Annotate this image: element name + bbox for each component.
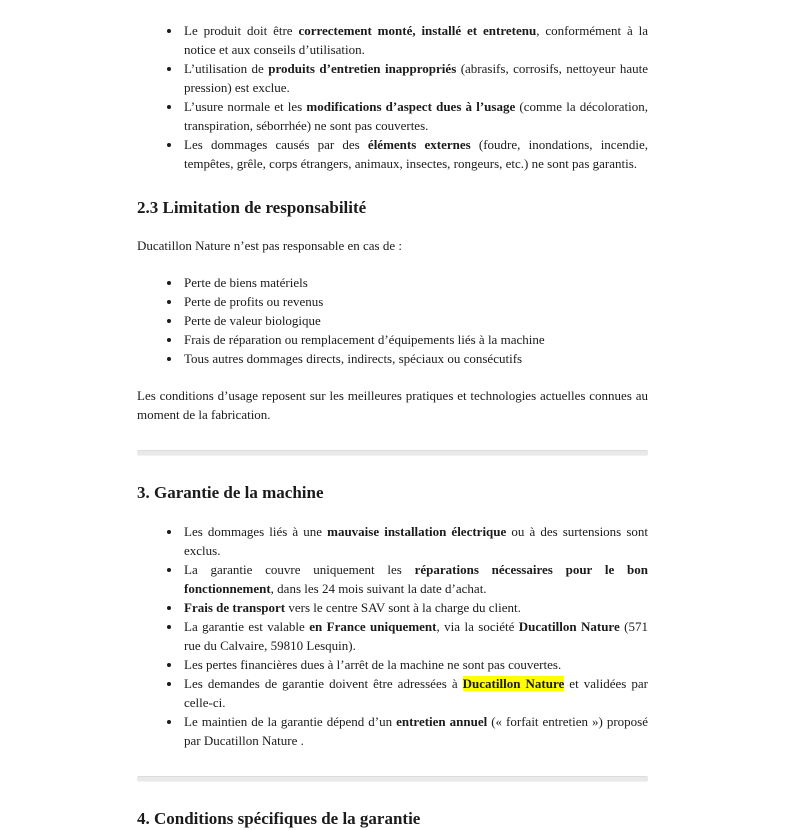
list-item xyxy=(182,598,648,617)
text-run: L’usure normale et les xyxy=(184,99,307,114)
bullet-list xyxy=(137,522,648,750)
text-run: Les demandes de garantie doivent être adressées à xyxy=(184,676,463,691)
bold-text-run: éléments externes xyxy=(367,137,471,152)
bullet-list xyxy=(137,273,648,368)
text-run: 4. Conditions spécifiques de la garantie xyxy=(137,809,421,828)
bold-text-run: mauvaise installation électrique xyxy=(327,524,507,539)
text-run: Ducatillon Nature n’est pas responsable en cas de : xyxy=(137,238,402,253)
text-run: Le produit doit être xyxy=(184,23,299,38)
bold-text-run: Frais de transport xyxy=(184,600,286,615)
list-item xyxy=(182,712,648,750)
text-run: L’utilisation de xyxy=(184,61,269,76)
text-run: Les conditions d’usage reposent sur les meilleures pratiques et technologies actuelles connues au moment de la fabrication. xyxy=(137,388,648,422)
list-item xyxy=(182,522,648,560)
text-run: 3. Garantie de la machine xyxy=(137,483,324,502)
text-run: Perte de biens matériels xyxy=(184,275,308,290)
list-item xyxy=(182,617,648,655)
section-heading xyxy=(137,197,648,219)
paragraph xyxy=(137,386,648,424)
list-item xyxy=(182,349,648,368)
section-divider xyxy=(137,776,648,782)
list-item xyxy=(182,292,648,311)
paragraph xyxy=(137,236,648,255)
bold-text-run: Ducatillon Nature xyxy=(518,619,620,634)
bold-text-run: entretien annuel xyxy=(396,714,488,729)
bold-text-run: correctement monté, installé et entretenu xyxy=(298,23,537,38)
text-run: Perte de profits ou revenus xyxy=(184,294,324,309)
text-run: La garantie est valable xyxy=(184,619,310,634)
section-heading xyxy=(137,808,648,830)
text-run: Les dommages causés par des xyxy=(184,137,368,152)
text-run: vers le centre SAV sont à la charge du client. xyxy=(285,600,521,615)
text-run: Le maintien de la garantie dépend d’un xyxy=(184,714,397,729)
text-run: Tous autres dommages directs, indirects, spéciaux ou consécutifs xyxy=(184,351,523,366)
text-run: (comme la décoloration, transpiration, séborrhée) ne sont pas couvertes. xyxy=(184,99,648,133)
text-run: , dans les 24 mois suivant la date d’achat. xyxy=(270,581,487,596)
text-run: Frais de réparation ou remplacement d’équipements liés à la machine xyxy=(184,332,545,347)
list-item xyxy=(182,311,648,330)
list-item xyxy=(182,655,648,674)
text-run: , via la société xyxy=(436,619,519,634)
list-item xyxy=(182,135,648,173)
list-item xyxy=(182,330,648,349)
text-run: (abrasifs, corrosifs, nettoyeur haute pression) est exclue. xyxy=(184,61,648,95)
bold-text-run: en France uniquement xyxy=(309,619,437,634)
text-run: , conformément à la notice et aux conseils d’utilisation. xyxy=(184,23,649,57)
section-divider xyxy=(137,450,648,456)
bold-text-run: réparations nécessaires pour le bon fonctionnement xyxy=(184,562,648,596)
list-item xyxy=(182,59,648,97)
section-heading xyxy=(137,482,648,504)
bold-text-run: modifications d’aspect dues à l’usage xyxy=(306,99,516,114)
text-run: (« forfait entretien ») proposé par Ducatillon Nature . xyxy=(184,714,648,748)
list-item xyxy=(182,560,648,598)
text-run: Perte de valeur biologique xyxy=(184,313,321,328)
text-run: ou à des surtensions sont exclus. xyxy=(184,524,648,558)
text-run: 2.3 Limitation de responsabilité xyxy=(137,198,367,217)
list-item xyxy=(182,674,648,712)
text-run: (foudre, inondations, incendie, tempêtes, grêle, corps étrangers, animaux, insectes, rongeurs, etc.) ne sont pas garantis. xyxy=(184,137,648,171)
bold-text-run: produits d’entretien inappropriés xyxy=(268,61,457,76)
bullet-list xyxy=(137,21,648,173)
list-item xyxy=(182,21,648,59)
text-run: Les pertes financières dues à l’arrêt de la machine ne sont pas couvertes. xyxy=(184,657,562,672)
text-run: et validées par celle-ci. xyxy=(184,676,648,710)
text-run: La garantie couvre uniquement les xyxy=(184,562,415,577)
text-run: (571 rue du Calvaire, 59810 Lesquin). xyxy=(184,619,648,653)
list-item xyxy=(182,97,648,135)
list-item xyxy=(182,273,648,292)
text-run: Les dommages liés à une xyxy=(184,524,328,539)
highlighted-text-run: Ducatillon Nature xyxy=(462,676,565,691)
